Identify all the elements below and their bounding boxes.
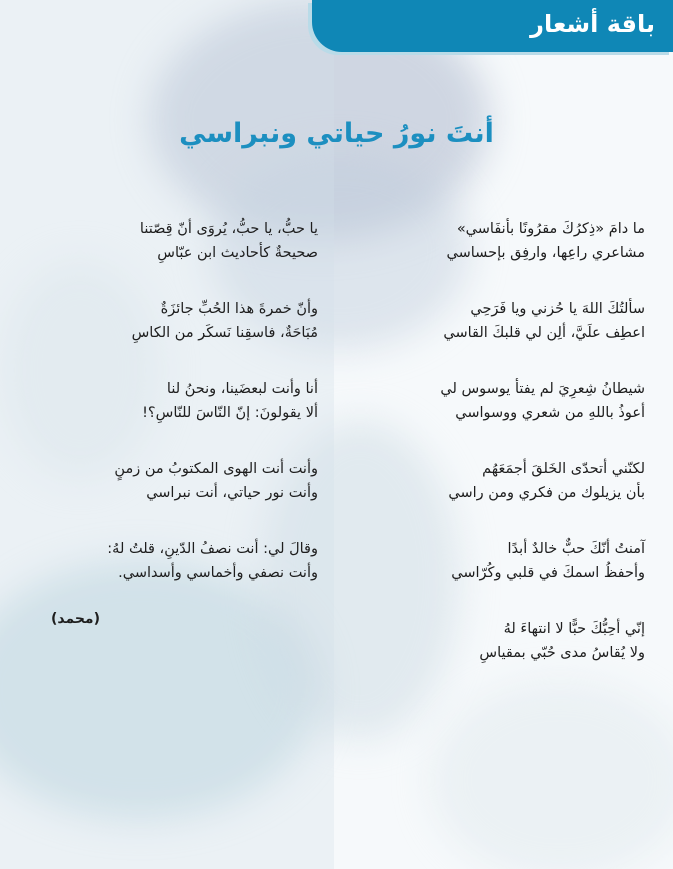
verse-line: وقالَ لي: أنت نصفُ الدّينِ، قلتُ لهُ: <box>107 541 318 557</box>
stanza <box>345 377 645 425</box>
verse-line: شيطانُ شِعرِيَ لم يفتأ يوسوس لي <box>440 381 645 397</box>
section-header-tab <box>312 0 673 52</box>
verse-line: آمنتُ أنّكَ حبٌّ خالدٌ أبدًا <box>507 541 645 557</box>
verse-line: مُبَاحَةٌ، فاسقِنا نَسكَر من الكاسِ <box>131 325 318 341</box>
right-column <box>345 217 645 697</box>
stanza <box>345 617 645 665</box>
stanza <box>18 217 318 265</box>
verse-line: وأنت نصفي وأخماسي وأسداسي. <box>118 565 318 581</box>
stanza <box>345 457 645 505</box>
section-title: باقة أشعار <box>530 10 655 38</box>
verse-line: ما دامَ «ذِكرُكَ مقرُونًا بأنفَاسي» <box>456 221 645 237</box>
verse-line: صحيحةٌ كأحاديث ابن عبّاسِ <box>157 245 318 261</box>
verse-line: ألا يقولونَ: إنّ النّاسَ للنّاسِ؟! <box>142 405 318 421</box>
poet-signature: (محمد) <box>50 611 100 627</box>
verse-line: لكنّني أتحدّى الخَلقَ أجمَعَهُم <box>482 461 645 477</box>
verse-line: ولا يُقاسُ مدى حُبّي بمقياسِ <box>479 645 645 661</box>
verse-line: وأنت نور حياتي، أنت نبراسي <box>146 485 318 501</box>
verse-line: أنا وأنت لبعضَينا، ونحنُ لنا <box>166 381 318 397</box>
verse-line: مشاعري راعِها، وارفِق بإحساسي <box>446 245 645 261</box>
background-blob <box>430 680 673 869</box>
verse-line: اعطِف علَيَّ، ألِن لي قلبكَ القاسي <box>443 325 645 341</box>
verse-line: بأن يزيلوك من فكري ومن راسي <box>448 485 645 501</box>
stanza <box>345 297 645 345</box>
stanza <box>345 537 645 585</box>
verse-line: يا حبُّ، يا حبُّ، يُروَى أنّ قِصّتنا <box>139 221 318 237</box>
stanza <box>18 457 318 505</box>
stanza <box>18 297 318 345</box>
poem-title: أنتَ نورُ حياتي ونبراسي <box>179 118 494 149</box>
verse-line: أعوذُ باللهِ من شعري ووسواسي <box>455 405 645 421</box>
left-column <box>18 217 318 627</box>
verse-line: وأنت أنت الهوى المكتوبُ من زمنٍ <box>114 461 318 477</box>
verse-line: إنّي أحِبُّكَ حبًّا لا انتهاءَ لهُ <box>503 621 645 637</box>
verse-line: وأحفظُ اسمكَ في قلبي وكُرّاسي <box>451 565 645 581</box>
verse-line: سألتُكَ اللهَ يا حُزني ويا فَرَحِي <box>470 301 645 317</box>
stanza <box>345 217 645 265</box>
verse-line: وأنّ خمرةَ هذا الحُبِّ جائزَةٌ <box>160 301 318 317</box>
stanza <box>18 537 318 585</box>
stanza <box>18 377 318 425</box>
